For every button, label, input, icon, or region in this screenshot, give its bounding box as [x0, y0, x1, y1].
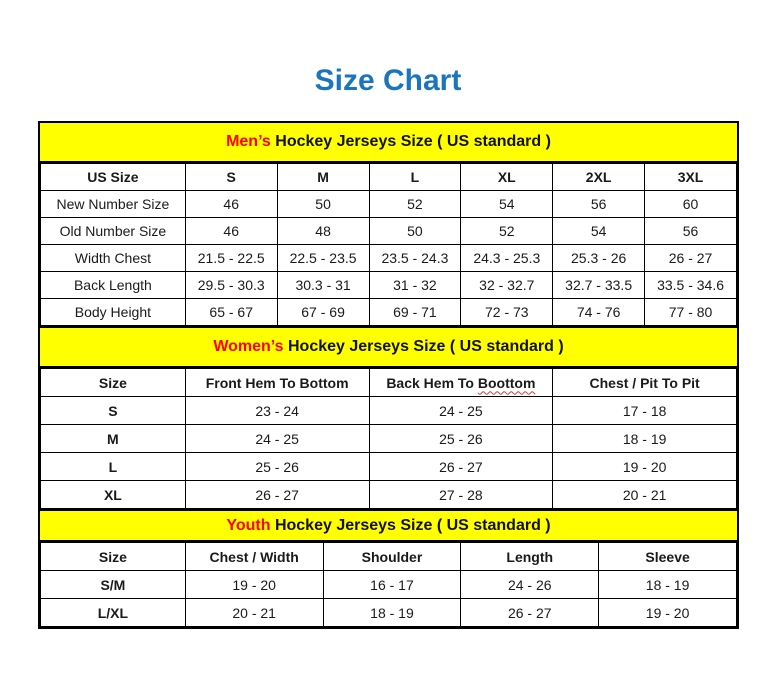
size-value: 26 - 27: [369, 453, 553, 481]
row-label: New Number Size: [41, 191, 186, 218]
size-value: 24 - 26: [461, 571, 599, 599]
column-header: Length: [461, 543, 599, 571]
size-value: 26 - 27: [645, 245, 737, 272]
size-value: 56: [553, 191, 645, 218]
size-row: [41, 397, 737, 425]
column-header: US Size: [41, 164, 186, 191]
size-row: [41, 299, 737, 326]
size-value: 21.5 - 22.5: [185, 245, 277, 272]
size-value: 46: [185, 191, 277, 218]
page-title: Size Chart: [314, 64, 462, 97]
row-label: Old Number Size: [41, 218, 186, 245]
size-value: 69 - 71: [369, 299, 461, 326]
size-value: 65 - 67: [185, 299, 277, 326]
size-value: 24.3 - 25.3: [461, 245, 553, 272]
youth-label-rest: Hockey Jerseys Size ( US standard ): [270, 517, 551, 534]
size-row: [41, 571, 737, 599]
womens-section-header: [40, 326, 737, 368]
misspelled-word: Boottom: [477, 374, 536, 391]
size-row: [41, 218, 737, 245]
row-label: L/XL: [41, 599, 186, 627]
size-value: 77 - 80: [645, 299, 737, 326]
size-value: 25 - 26: [369, 425, 553, 453]
size-value: 32 - 32.7: [461, 272, 553, 299]
column-header: Shoulder: [323, 543, 461, 571]
row-label: M: [41, 425, 186, 453]
size-value: 26 - 27: [461, 599, 599, 627]
row-label: XL: [41, 481, 186, 509]
size-value: 48: [277, 218, 369, 245]
size-value: 19 - 20: [185, 571, 323, 599]
size-row: [41, 425, 737, 453]
column-header-text: Back Hem To: [386, 374, 478, 391]
size-value: 20 - 21: [185, 599, 323, 627]
size-value: 27 - 28: [369, 481, 553, 509]
size-value: 67 - 69: [277, 299, 369, 326]
size-value: 16 - 17: [323, 571, 461, 599]
size-value: 18 - 19: [553, 425, 737, 453]
size-value: 22.5 - 23.5: [277, 245, 369, 272]
womens-section: [40, 326, 737, 509]
size-value: 19 - 20: [553, 453, 737, 481]
row-label: S/M: [41, 571, 186, 599]
size-value: 56: [645, 218, 737, 245]
size-value: 20 - 21: [553, 481, 737, 509]
mens-size-table: [40, 163, 737, 326]
mens-section: [40, 123, 737, 326]
size-value: 30.3 - 31: [277, 272, 369, 299]
row-label: Back Length: [41, 272, 186, 299]
column-header: Chest / Pit To Pit: [553, 369, 737, 397]
size-value: 25 - 26: [185, 453, 369, 481]
size-value: 31 - 32: [369, 272, 461, 299]
column-header: [369, 369, 553, 397]
size-value: 29.5 - 30.3: [185, 272, 277, 299]
column-header: Size: [41, 543, 186, 571]
column-header-row: [41, 164, 737, 191]
size-value: 23 - 24: [185, 397, 369, 425]
size-value: 74 - 76: [553, 299, 645, 326]
size-value: 52: [369, 191, 461, 218]
size-value: 24 - 25: [369, 397, 553, 425]
column-header-row: [41, 543, 737, 571]
size-value: 54: [553, 218, 645, 245]
column-header: M: [277, 164, 369, 191]
size-value: 25.3 - 26: [553, 245, 645, 272]
size-value: 50: [277, 191, 369, 218]
size-value: 52: [461, 218, 553, 245]
size-value: 33.5 - 34.6: [645, 272, 737, 299]
column-header: Chest / Width: [185, 543, 323, 571]
row-label: Body Height: [41, 299, 186, 326]
size-value: 17 - 18: [553, 397, 737, 425]
youth-size-table: [40, 542, 737, 627]
size-row: [41, 599, 737, 627]
size-row: [41, 272, 737, 299]
size-value: 26 - 27: [185, 481, 369, 509]
column-header-row: [41, 369, 737, 397]
column-header: Front Hem To Bottom: [185, 369, 369, 397]
size-value: 50: [369, 218, 461, 245]
size-value: 18 - 19: [323, 599, 461, 627]
size-row: [41, 191, 737, 218]
size-chart-frame: [38, 121, 739, 629]
column-header: L: [369, 164, 461, 191]
size-row: [41, 245, 737, 272]
size-value: 60: [645, 191, 737, 218]
row-label: Width Chest: [41, 245, 186, 272]
youth-section: [40, 509, 737, 627]
womens-label-rest: Hockey Jerseys Size ( US standard ): [283, 338, 564, 355]
size-value: 24 - 25: [185, 425, 369, 453]
row-label: L: [41, 453, 186, 481]
column-header: Size: [41, 369, 186, 397]
size-value: 46: [185, 218, 277, 245]
mens-label-highlight: Men’s: [226, 133, 271, 150]
row-label: S: [41, 397, 186, 425]
mens-label-rest: Hockey Jerseys Size ( US standard ): [270, 133, 551, 150]
size-value: 18 - 19: [599, 571, 737, 599]
size-value: 23.5 - 24.3: [369, 245, 461, 272]
womens-size-table: [40, 368, 737, 509]
size-value: 32.7 - 33.5: [553, 272, 645, 299]
column-header: XL: [461, 164, 553, 191]
mens-section-header: [40, 123, 737, 163]
column-header: S: [185, 164, 277, 191]
youth-label-highlight: Youth: [226, 517, 271, 534]
womens-label-highlight: Women’s: [213, 338, 284, 355]
size-value: 19 - 20: [599, 599, 737, 627]
size-row: [41, 453, 737, 481]
size-value: 54: [461, 191, 553, 218]
column-header: Sleeve: [599, 543, 737, 571]
size-row: [41, 481, 737, 509]
column-header: 2XL: [553, 164, 645, 191]
youth-section-header: [40, 509, 737, 542]
column-header: 3XL: [645, 164, 737, 191]
size-value: 72 - 73: [461, 299, 553, 326]
